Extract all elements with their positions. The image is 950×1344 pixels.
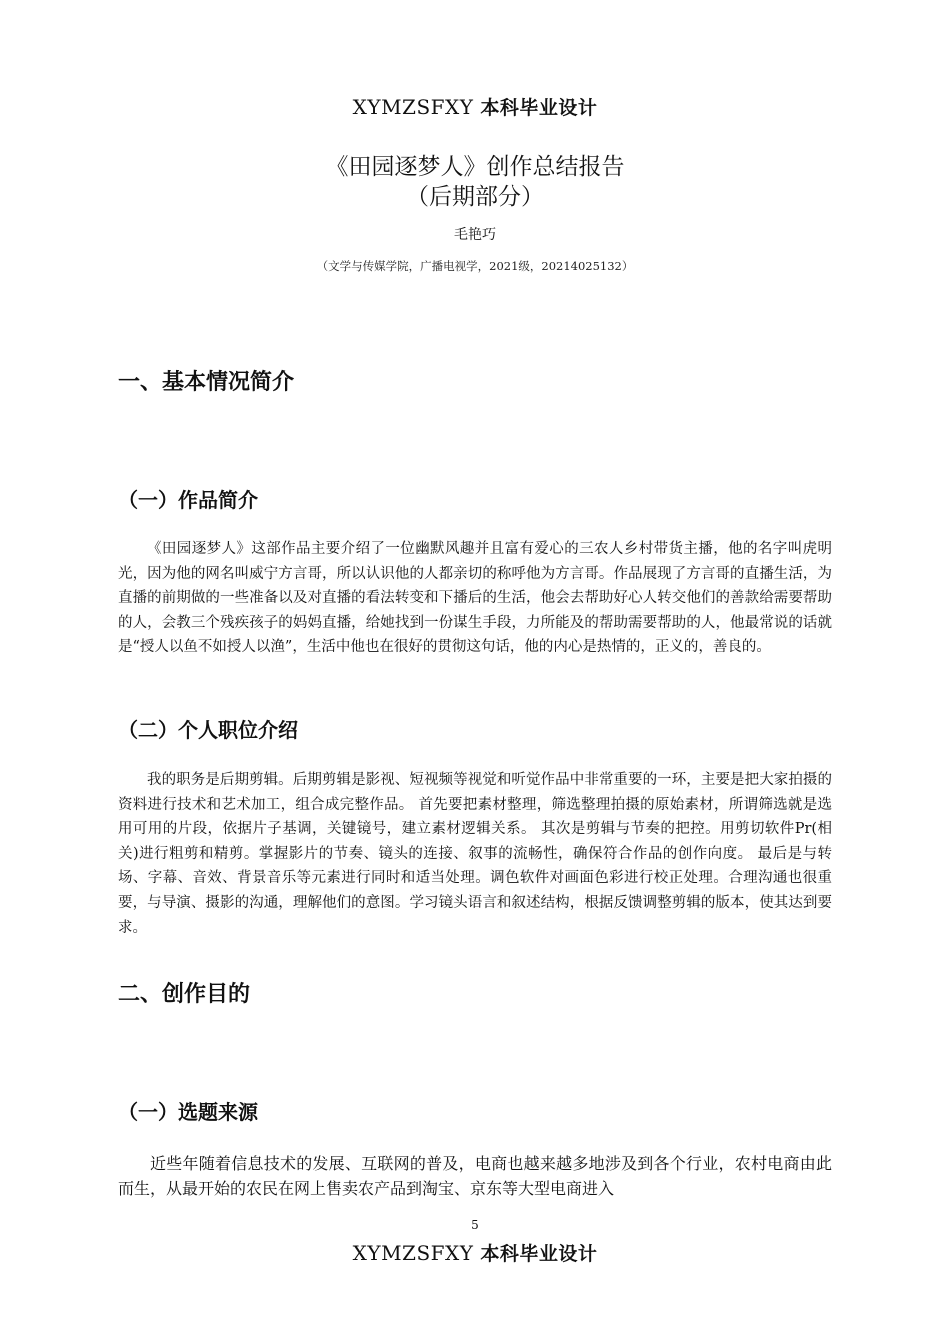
title-main: 《田园逐梦人》创作总结报告 — [325, 154, 625, 180]
paragraph-role-intro: 我的职务是后期剪辑。后期剪辑是影视、短视频等视觉和听觉作品中非常重要的一环，主要是把大家拍摄的资料进行技术和艺术加工，组合成完整作品。 首先要把素材整理，筛选整理拍摄的原始素材，所谓筛选就是选用可用的片段，依据片子基调，关键镜号，建立素材逻辑关系。 其次是剪辑与节奏的把控。用剪切软件Pr(相关)进行粗剪和精剪。掌握影片的节奏、镜头的连接、叙事的流畅性，确保符合作品的创作向度。 最后是与转场、字幕、音效、背景音乐等元素进行同时和适当处理。调色软件对画面色彩进行校正处理。合理沟通也很重要，与导演、摄影的沟通，理解他们的意图。学习镜头语言和叙述结构，根据反馈调整剪辑的版本，使其达到要求。 — [118, 772, 832, 936]
running-footer — [0, 1240, 950, 1267]
section-heading-1: 一、基本情况简介 — [118, 370, 295, 395]
section-heading-2: 二、创作目的 — [118, 982, 251, 1007]
title-sub: （后期部分） — [406, 184, 544, 210]
author-affiliation: （文学与传媒学院，广播电视学，2021级，20214025132） — [316, 259, 634, 273]
running-header — [0, 94, 950, 121]
paragraph-work-intro: 《田园逐梦人》这部作品主要介绍了一位幽默风趣并且富有爱心的三农人乡村带货主播，他的名字叫虎明光，因为他的网名叫威宁方言哥，所以认识他的人都亲切的称呼他为方言哥。作品展现了方言哥的直播生活，为直播的前期做的一些准备以及对直播的看法转变和下播后的生活，他会去帮助好心人转交他们的善款给需要帮助的人，会教三个残疾孩子的妈妈直播，给她找到一份谋生手段，力所能及的帮助需要帮助的人，他最常说的话就是“授人以鱼不如授人以渔”，生活中他也在很好的贯彻这句话，他的内心是热情的，正义的，善良的。 — [118, 541, 832, 656]
page-number: 5 — [471, 1218, 479, 1232]
author-name: 毛艳巧 — [454, 227, 496, 243]
header-latin: XYMZSFXY — [352, 95, 474, 119]
report-title — [0, 152, 950, 212]
subsection-heading-1-2: （二）个人职位介绍 — [118, 718, 298, 742]
subsection-heading-2-1: （一）选题来源 — [118, 1100, 258, 1124]
paragraph-topic-source: 近些年随着信息技术的发展、互联网的普及，电商也越来越多地涉及到各个行业，农村电商由此而生，从最开始的农民在网上售卖农产品到淘宝、京东等大型电商进入 — [118, 1154, 832, 1198]
header-chinese: 本科毕业设计 — [480, 97, 598, 119]
footer-chinese: 本科毕业设计 — [480, 1243, 598, 1265]
footer-latin: XYMZSFXY — [352, 1241, 474, 1265]
subsection-heading-1-1: （一）作品简介 — [118, 488, 258, 512]
